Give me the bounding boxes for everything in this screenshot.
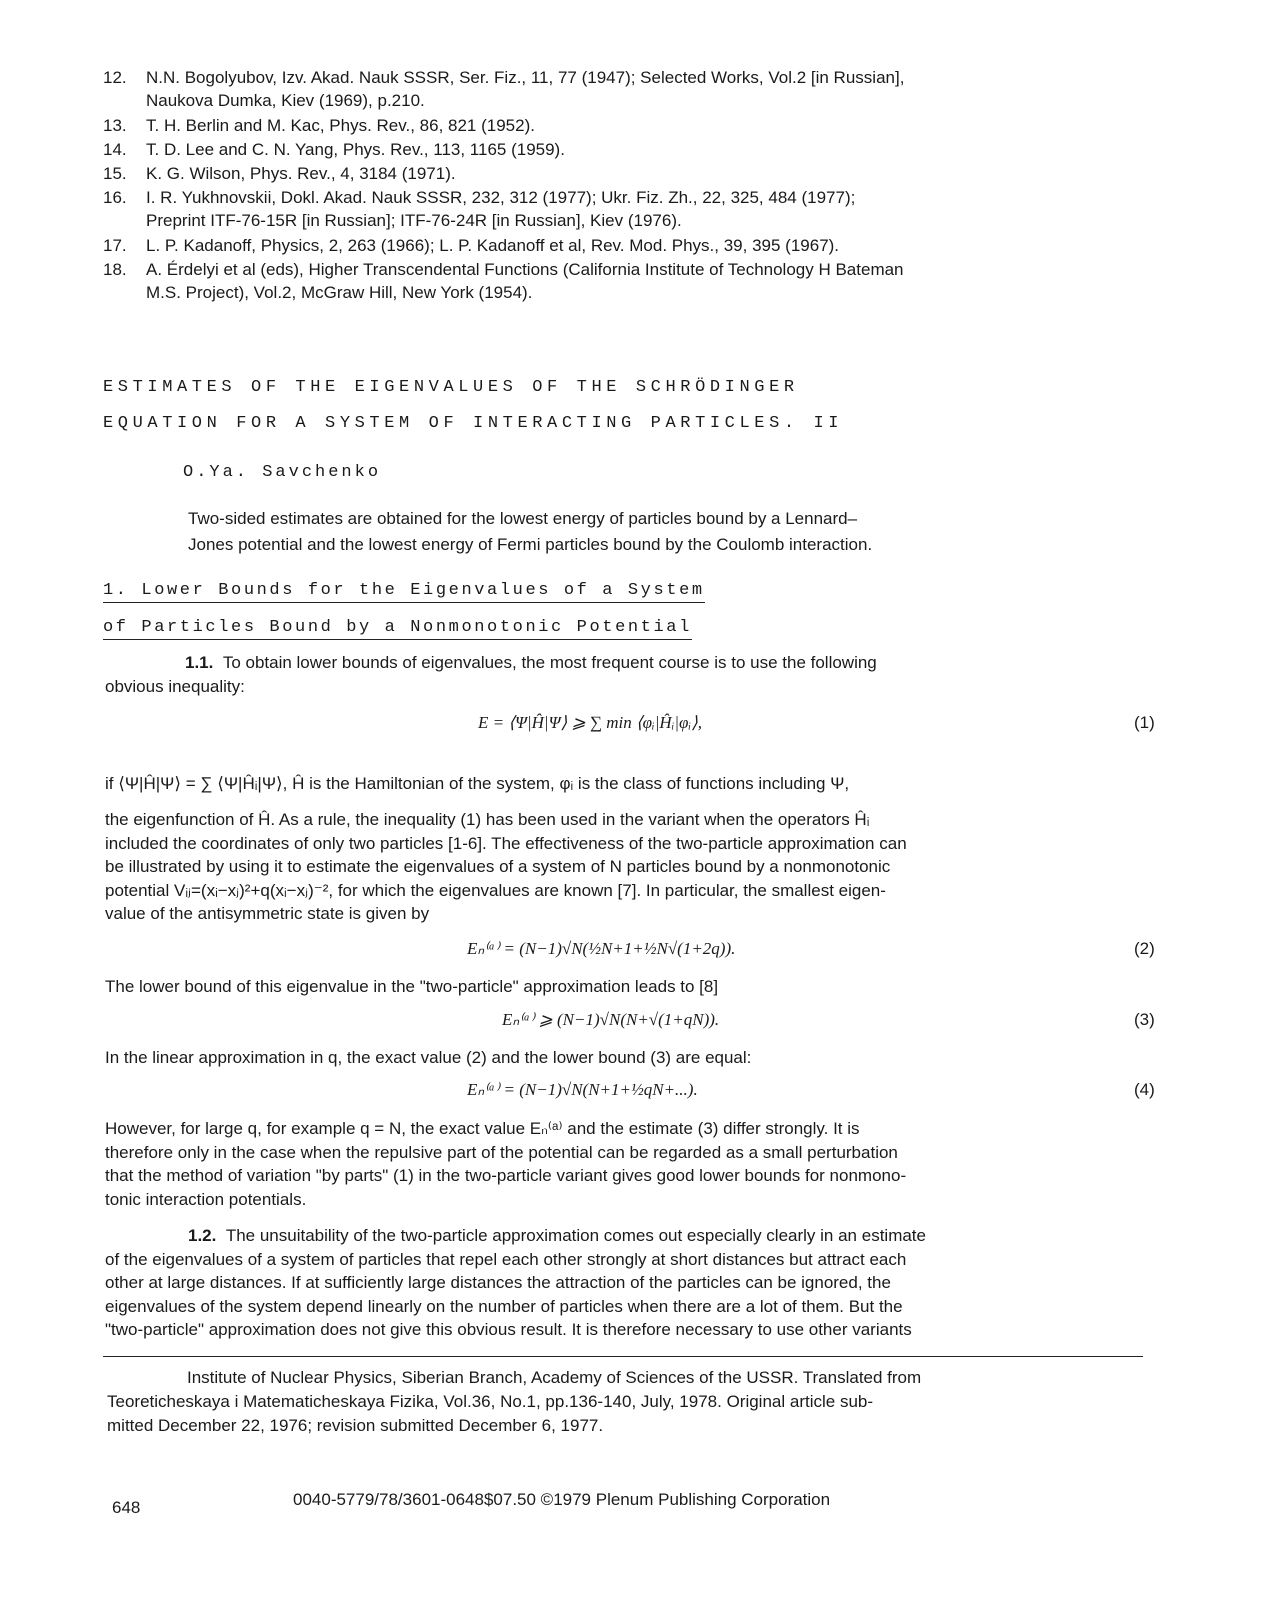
paragraph-1-1: 1.1. To obtain lower bounds of eigenvalues, the most frequent course is to use the following obvious inequality: (105, 653, 877, 696)
reference-text: T. D. Lee and C. N. Yang, Phys. Rev., 113, 1165 (1959). (146, 140, 565, 159)
paragraph-number: 1.1. (185, 653, 214, 672)
article-title-line-1: ESTIMATES OF THE EIGENVALUES OF THE SCHRÖDINGER (103, 378, 799, 397)
page-number: 648 (112, 1498, 141, 1517)
section-heading-line-2: of Particles Bound by a Nonmonotonic Potential (103, 617, 692, 640)
if-line: if ⟨Ψ|Ĥ|Ψ⟩ = ∑ ⟨Ψ|Ĥᵢ|Ψ⟩, Ĥ is the Hamiltonian of the system, φᵢ is the class of functions including Ψ, (105, 774, 850, 793)
paragraph-linear: In the linear approximation in q, the exact value (2) and the lower bound (3) are equal: (105, 1048, 752, 1067)
reference-number: 15. (103, 164, 127, 183)
equation-3: Eₙ⁽ᵃ⁾ ⩾ (N−1)√N(N+√(1+qN)). (502, 1010, 720, 1029)
paragraph-1-2: 1.2. The unsuitability of the two-particle approximation comes out especially clearly in an estimate of the eigenvalues of a system of particles that repel each other strongly at short distances but attract each other at large distances. If at sufficiently large distances the attraction of the particles can be ignored, the eigenvalues of the system depend linearly on the number of particles when there are a lot of them. But the "two-particle" approximation does not give this obvious result. It is therefore necessary to use other variants (105, 1226, 926, 1340)
reference-text: A. Érdelyi et al (eds), Higher Transcendental Functions (California Institute of Technology H Bateman M.S. Project), Vol.2, McGraw Hill, New York (1954). (146, 260, 904, 302)
reference-text: T. H. Berlin and M. Kac, Phys. Rev., 86, 821 (1952). (146, 116, 535, 135)
equation-4: Eₙ⁽ᵃ⁾ = (N−1)√N(N+1+½qN+...). (467, 1080, 698, 1099)
reference-number: 18. (103, 260, 127, 279)
equation-3-number: (3) (1134, 1010, 1155, 1029)
equation-1: E = ⟨Ψ|Ĥ|Ψ⟩ ⩾ ∑ min ⟨φᵢ|Ĥᵢ|φᵢ⟩, (478, 713, 703, 732)
abstract: Two-sided estimates are obtained for the lowest energy of particles bound by a Lennard– Jones potential and the lowest energy of Fermi particles bound by the Coulomb interaction. (188, 509, 873, 554)
article-title-line-2: EQUATION FOR A SYSTEM OF INTERACTING PARTICLES. II (103, 414, 844, 433)
equation-2: Eₙ⁽ᵃ⁾ = (N−1)√N(½N+1+½N√(1+2q)). (467, 939, 736, 958)
paragraph-lower-bound: The lower bound of this eigenvalue in the "two-particle" approximation leads to [8] (105, 977, 719, 996)
section-heading-line-1: 1. Lower Bounds for the Eigenvalues of a System (103, 580, 705, 603)
article-author: O.Ya. Savchenko (183, 463, 382, 482)
reference-text: K. G. Wilson, Phys. Rev., 4, 3184 (1971). (146, 164, 456, 183)
equation-1-number: (1) (1134, 713, 1155, 732)
reference-number: 12. (103, 68, 127, 87)
paragraph-after-eq1: the eigenfunction of Ĥ. As a rule, the inequality (1) has been used in the variant when the operators Ĥᵢ included the coordinates of only two particles [1-6]. The effectiveness of the two-particle approximation can be illustrated by using it to estimate the eigenvalues of a system of N particles bound by a nonmonotonic potential Vᵢⱼ=(xᵢ−xⱼ)²+q(xᵢ−xⱼ)⁻², for which the eigenvalues are known [7]. In particular, the smallest eigen- value of the antisymmetric state is given by (105, 810, 907, 924)
footnote: Institute of Nuclear Physics, Siberian Branch, Academy of Sciences of the USSR. Translated from Teoreticheskaya i Matematicheskaya Fizika, Vol.36, No.1, pp.136-140, July, 1978. Original article sub- mitted December 22, 1976; revision submitted December 6, 1977. (107, 1368, 922, 1435)
reference-number: 14. (103, 140, 127, 159)
reference-text: I. R. Yukhnovskii, Dokl. Akad. Nauk SSSR, 232, 312 (1977); Ukr. Fiz. Zh., 22, 325, 484 (1977); Preprint ITF-76-15R [in Russian]; ITF-76-24R [in Russian], Kiev (1976). (146, 188, 856, 230)
paragraph-however: However, for large q, for example q = N, the exact value Eₙ⁽ᵃ⁾ and the estimate (3) differ strongly. It is therefore only in the case when the repulsive part of the potential can be regarded as a small perturbation that the method of variation "by parts" (1) in the two-particle variant gives good lower bounds for nonmono- tonic interaction potentials. (105, 1119, 907, 1209)
footnote-rule (103, 1356, 1143, 1357)
reference-text: L. P. Kadanoff, Physics, 2, 263 (1966); L. P. Kadanoff et al, Rev. Mod. Phys., 39, 395 (1967). (146, 236, 840, 255)
reference-text: N.N. Bogolyubov, Izv. Akad. Nauk SSSR, Ser. Fiz., 11, 77 (1947); Selected Works, Vol.2 [in Russian], Naukova Dumka, Kiev (1969), p.210. (146, 68, 905, 110)
copyright-line: 0040-5779/78/3601-0648$07.50 ©1979 Plenum Publishing Corporation (293, 1490, 831, 1509)
paragraph-number: 1.2. (188, 1226, 217, 1245)
equation-4-number: (4) (1134, 1080, 1155, 1099)
reference-number: 16. (103, 188, 127, 207)
reference-number: 13. (103, 116, 127, 135)
equation-2-number: (2) (1134, 939, 1155, 958)
reference-number: 17. (103, 236, 127, 255)
